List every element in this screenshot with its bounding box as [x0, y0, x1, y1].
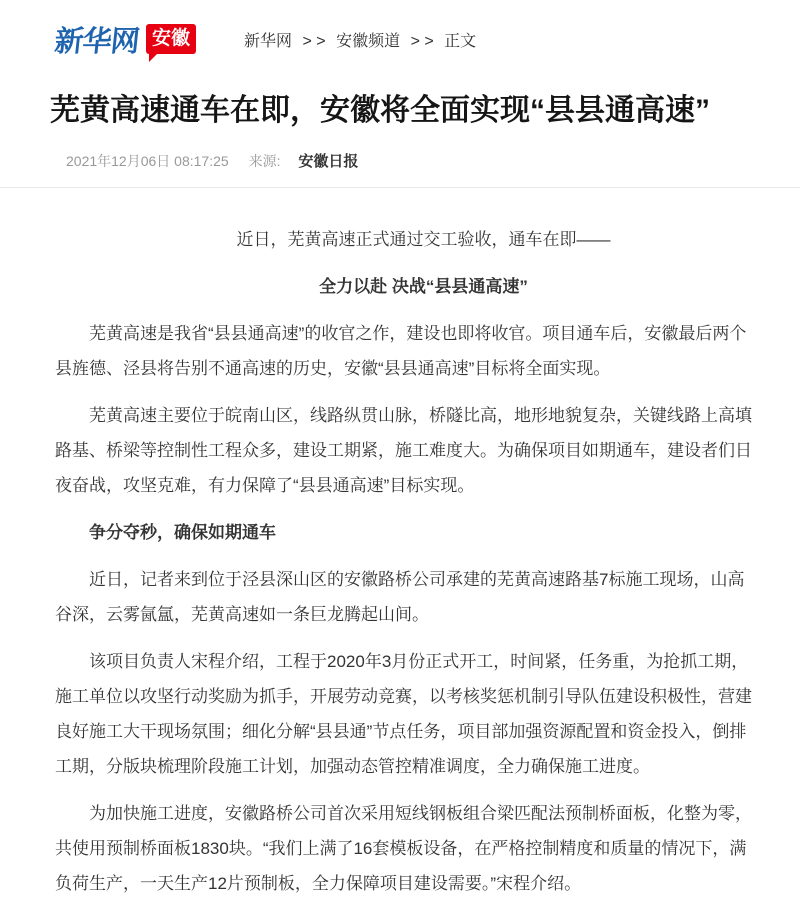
- breadcrumb-item-channel[interactable]: 安徽频道: [336, 32, 401, 50]
- site-header: [0, 0, 800, 58]
- xinhuanet-logo[interactable]: [55, 19, 196, 60]
- article-paragraph: 近日，记者来到位于泾县深山区的安徽路桥公司承建的芜黄高速路基7标施工现场，山高谷深，云雾氤氲，芜黄高速如一条巨龙腾起山间。: [55, 570, 745, 624]
- source-name[interactable]: 安徽日报: [298, 153, 359, 170]
- source-label: 来源:: [248, 153, 281, 169]
- article-paragraph: 为加快施工进度，安徽路桥公司首次采用短线钢板组合梁匹配法预制桥面板，化整为零，共使用预制桥面板1830块。“我们上满了16套模板设备，在严格控制精度和质量的情况下，满负荷生产，一天生产12片预制板，全力保障项目建设需要。”宋程介绍。: [55, 804, 752, 893]
- article-subheading: 争分夺秒，确保如期通车: [89, 523, 276, 542]
- article-meta: [66, 150, 800, 171]
- publish-date: 2021年12月06日 08:17:25: [66, 153, 229, 169]
- article-title: 芜黄高速通车在即，安徽将全面实现“县县通高速”: [50, 94, 710, 127]
- breadcrumb-separator: > >: [302, 32, 326, 50]
- xinhuanet-logo-text: 新华网: [53, 25, 141, 58]
- breadcrumb-item-current: 正文: [444, 32, 477, 50]
- breadcrumb: [244, 28, 476, 51]
- article-paragraph: 芜黄高速是我省“县县通高速”的收官之作，建设也即将收官。项目通车后，安徽最后两个县旌德、泾县将告别不通高速的历史，安徽“县县通高速”目标将全面实现。: [55, 324, 747, 378]
- article-paragraph: 芜黄高速主要位于皖南山区，线路纵贯山脉，桥隧比高，地形地貌复杂，关键线路上高填路基、桥梁等控制性工程众多，建设工期紧，施工难度大。为确保项目如期通车，建设者们日夜奋战，攻坚克难，有力保障了“县县通高速”目标实现。: [55, 406, 752, 495]
- breadcrumb-separator: > >: [410, 32, 434, 50]
- article-subheading: 全力以赴 决战“县县通高速”: [319, 277, 528, 296]
- article-paragraph: 近日，芜黄高速正式通过交工验收，通车在即——: [236, 230, 611, 249]
- anhui-channel-badge: 安徽: [146, 24, 196, 54]
- article-body: [0, 188, 800, 901]
- breadcrumb-item-home[interactable]: 新华网: [244, 32, 293, 50]
- article-paragraph: 该项目负责人宋程介绍，工程于2020年3月份正式开工，时间紧，任务重，为抢抓工期，施工单位以攻坚行动奖励为抓手，开展劳动竞赛，以考核奖惩机制引导队伍建设积极性，营建良好施工大干现场氛围；细化分解“县县通”节点任务，项目部加强资源配置和资金投入，倒排工期，分版块梳理阶段施工计划，加强动态管控精准调度，全力确保施工进度。: [55, 652, 752, 776]
